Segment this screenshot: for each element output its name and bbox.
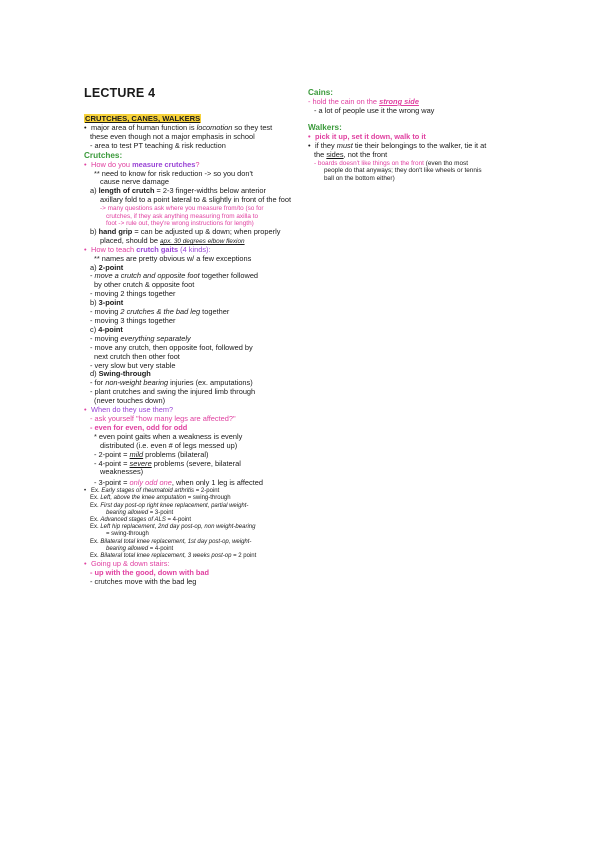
gait-3pt-note: - moving 3 things together [90, 316, 176, 325]
intro-line-1-cont: these even though not a major emphasis in school [90, 131, 255, 141]
example-5-cont: = swing-through [106, 531, 149, 538]
canes-rule-2: - a lot of people use it the wrong way [314, 105, 435, 115]
walker-rule-2: • if they must tie their belongings to the walker, tie it at [308, 142, 530, 151]
ask-yourself: - ask yourself "how many legs are affected?" [90, 413, 236, 423]
even-odd-rule: - even for even, odd for odd [90, 422, 188, 432]
risk-note-1: ** need to know for risk reduction -> so you don't [94, 168, 253, 178]
gait-4pt-detail-cont: next crutch then other foot [94, 351, 180, 361]
gait-swing-desc: - for non-weight bearing injuries (ex. amputations) [90, 378, 253, 388]
walker-note: - boards doesn't like things on the front (even tho most [314, 159, 468, 167]
gait-swing-detail-cont: (never touches down) [94, 396, 166, 406]
lecture-title: LECTURE 4 [84, 86, 156, 100]
four-point-rule-cont: weaknesses) [100, 467, 144, 477]
length-note-2: crutches, if they ask anything measuring from axilla to [106, 212, 259, 220]
right-column [308, 88, 530, 182]
example-7: Ex. Bilateral total knee replacement, 3 weeks post-op = 2 point [90, 553, 257, 560]
measure-question: • How do you measure crutches? [84, 161, 306, 170]
stairs-rule-1: - up with the good, down with bad [90, 568, 210, 578]
example-6: Ex. Bilateral total knee replacement, 1st day post-op, weight- [90, 538, 252, 545]
gait-swing-detail: - plant crutches and swing the injured limb through [90, 387, 256, 397]
stairs-question: • Going up & down stairs: [84, 560, 306, 569]
intro-line-2: - area to test PT teaching & risk reduction [90, 140, 226, 150]
length-line-cont: axillary fold to a point lateral to & slightly in front of the foot [100, 195, 292, 205]
length-note-1: -> many questions ask where you measure from/to (so for [100, 205, 264, 213]
risk-note-2: cause nerve damage [100, 177, 170, 187]
gait-4pt-detail: - move any crutch, then opposite foot, followed by [90, 342, 253, 352]
length-note-3: foot -> rule out, they're wrong instructions for length) [106, 220, 254, 228]
section-heading: CRUTCHES, CANES, WALKERS [85, 114, 201, 123]
gait-2pt-desc-cont: by other crutch & opposite foot [94, 280, 195, 290]
example-6-cont: bearing allowed = 4-point [106, 545, 174, 552]
stairs-rule-2: - crutches move with the bad leg [90, 577, 197, 587]
canes-heading: Cains: [308, 88, 334, 97]
gait-3pt-title: b) 3-point [90, 298, 124, 308]
gait-2pt-title: a) 2-point [90, 262, 124, 272]
example-1: • Ex. Early stages of rheumatoid arthritis = 2-point [84, 488, 306, 495]
walker-rule-1: • pick it up, set it down, walk to it [308, 133, 530, 142]
intro-line-1: • major area of human function is locomotion so they test [84, 124, 306, 133]
walker-note-cont-1: people do that anyways; they don't like wheels or tennis [324, 167, 482, 175]
walker-rule-2-cont: the sides, not the front [314, 149, 388, 159]
example-2: Ex. Left, above the knee amputation = swing-through [90, 495, 231, 502]
canes-rule-1: - hold the cain on the strong side [308, 97, 419, 106]
walker-note-cont-2: ball on the bottom either) [324, 174, 395, 182]
gait-4pt-note: - very slow but very stable [90, 360, 176, 370]
even-note-2: distributed (i.e. even # of legs messed up) [100, 440, 238, 450]
gait-4pt-title: c) 4-point [90, 324, 123, 334]
example-3: Ex. First day post-op right knee replacement, partial weight- [90, 502, 249, 509]
three-point-rule: - 3-point = only odd one, when only 1 leg is affected [94, 478, 263, 488]
example-4: Ex. Advanced stages of ALS = 4-point [90, 517, 192, 524]
gait-swing-title: d) Swing-through [90, 369, 151, 379]
two-point-rule: - 2-point = mild problems (bilateral) [94, 449, 209, 459]
when-question: • When do they use them? [84, 406, 306, 415]
example-5: Ex. Left hip replacement, 2nd day post-op, non weight-bearing [90, 524, 256, 531]
crutches-heading: Crutches: [84, 150, 123, 160]
gait-2pt-note: - moving 2 things together [90, 289, 176, 299]
teach-question: • How to teach crutch gaits (4 kinds): [84, 246, 306, 255]
teach-note: ** names are pretty obvious w/ a few exceptions [94, 253, 252, 263]
grip-line: b) hand grip = can be adjusted up & down; when properly [90, 226, 281, 236]
length-line: a) length of crutch = 2-3 finger-widths below anterior [90, 186, 266, 196]
gait-3pt-desc: - moving 2 crutches & the bad leg together [90, 307, 230, 317]
grip-line-cont: placed, should be apx. 30 degrees elbow flexion [100, 235, 245, 245]
example-3-cont: bearing allowed = 3-point [106, 509, 174, 516]
four-point-rule: - 4-point = severe problems (severe, bilateral [94, 458, 241, 468]
gait-2pt-desc: - move a crutch and opposite foot together followed [90, 271, 259, 281]
even-note-1: * even point gaits when a weakness is evenly [94, 431, 243, 441]
gait-4pt-desc: - moving everything separately [90, 333, 191, 343]
walkers-heading: Walkers: [308, 122, 342, 132]
left-column [84, 86, 306, 587]
